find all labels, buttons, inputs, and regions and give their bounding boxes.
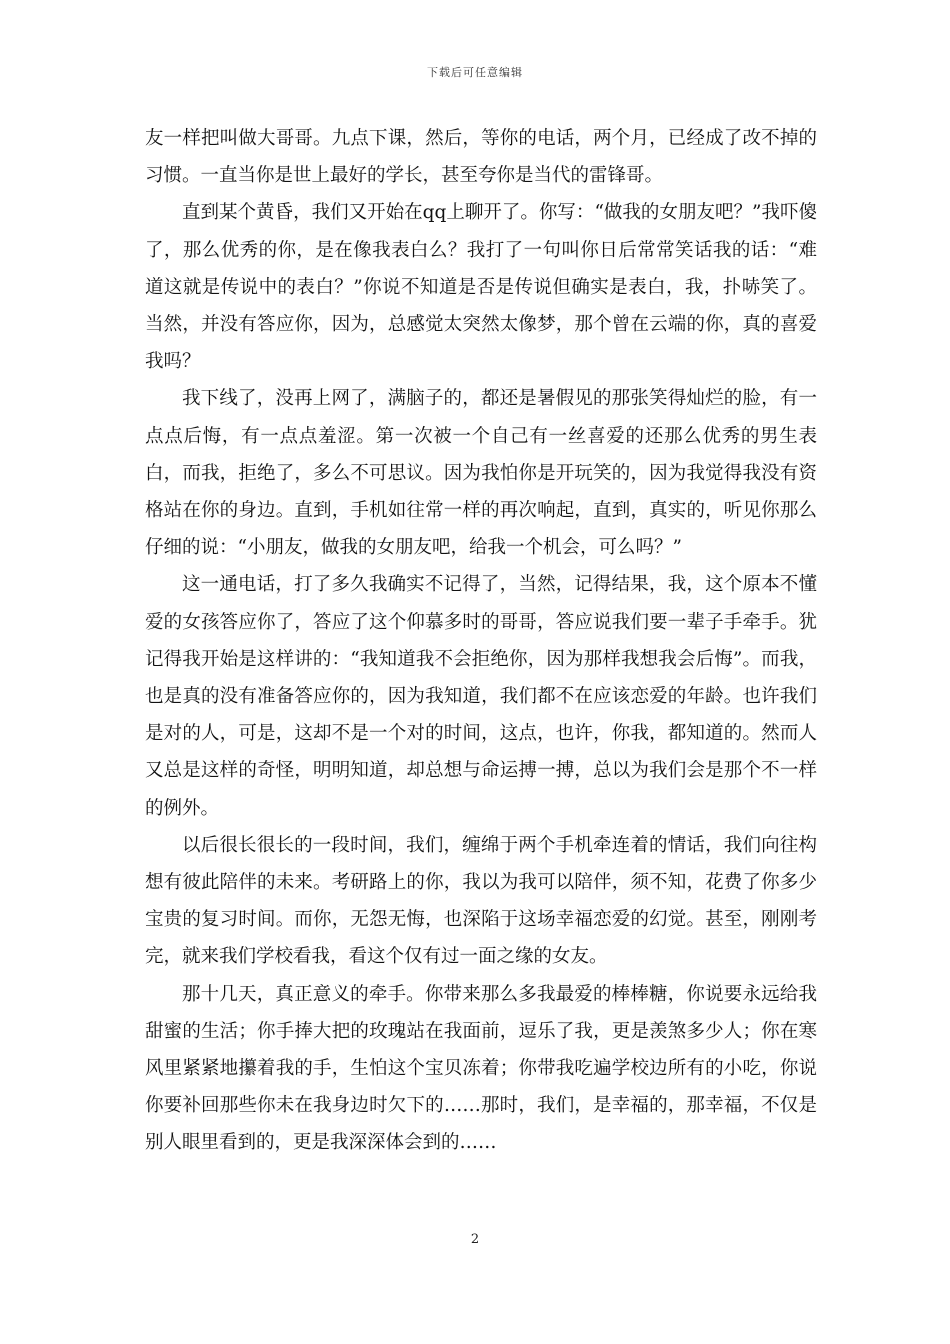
paragraph: 我下线了，没再上网了，满脑子的，都还是暑假见的那张笑得灿烂的脸，有一点点后悔，有一点点羞涩。第一次被一个自己有一丝喜爱的还那么优秀的男生表白，而我，拒绝了，多么不可思议。因为我怕你是开玩笑的，因为我觉得我没有资格站在你的身边。直到，手机如往常一样的再次响起，直到，真实的，听见你那么仔细的说：“小朋友，做我的女朋友吧，给我一个机会，可么吗？”: [145, 388, 817, 559]
paragraph: 直到某个黄昏，我们又开始在qq上聊开了。你写：“做我的女朋友吧？”我吓傻了，那么优秀的你，是在像我表白么？我打了一句叫你日后常常笑话我的话：“难道这就是传说中的表白？”你说不知道是否是传说但确实是表白，我，扑哧笑了。当然，并没有答应你，因为，总感觉太突然太像梦，那个曾在云端的你，真的喜爱我吗？: [145, 202, 817, 373]
paragraph: 这一通电话，打了多久我确实不记得了，当然，记得结果，我，这个原本不懂爱的女孩答应你了，答应了这个仰慕多时的哥哥，答应说我们要一辈子手牵手。犹记得我开始是这样讲的：“我知道我不会拒绝你，因为那样我想我会后悔”。而我，也是真的没有准备答应你的，因为我知道，我们都不在应该恋爱的年龄。也许我们是对的人，可是，这却不是一个对的时间，这点，也许，你我，都知道的。然而人又总是这样的奇怪，明明知道，却总想与命运搏一搏，总以为我们会是那个不一样的例外。: [145, 574, 817, 819]
paragraph: 那十几天，真正意义的牵手。你带来那么多我最爱的棒棒糖，你说要永远给我甜蜜的生活；你手捧大把的玫瑰站在我面前，逗乐了我，更是羡煞多少人；你在寒风里紧紧地攥着我的手，生怕这个宝贝冻着；你带我吃遍学校边所有的小吃，你说你要补回那些你未在我身边时欠下的……那时，我们，是幸福的，那幸福，不仅是别人眼里看到的，更是我深深体会到的……: [145, 983, 817, 1154]
paragraph: 以后很长很长的一段时间，我们，缠绵于两个手机牵连着的情话，我们向往构想有彼此陪伴的未来。考研路上的你，我以为我可以陪伴，须不知，花费了你多少宝贵的复习时间。而你，无怨无悔，也深陷于这场幸福恋爱的幻觉。甚至，刚刚考完，就来我们学校看我，看这个仅有过一面之缘的女友。: [145, 834, 817, 968]
paragraph: 友一样把叫做大哥哥。九点下课，然后，等你的电话，两个月，已经成了改不掉的习惯。一直当你是世上最好的学长，甚至夸你是当代的雷锋哥。: [145, 128, 817, 187]
document-body: [145, 120, 817, 1162]
page-number: 2: [470, 1232, 480, 1247]
page-header: 下载后可任意编辑: [427, 66, 523, 79]
